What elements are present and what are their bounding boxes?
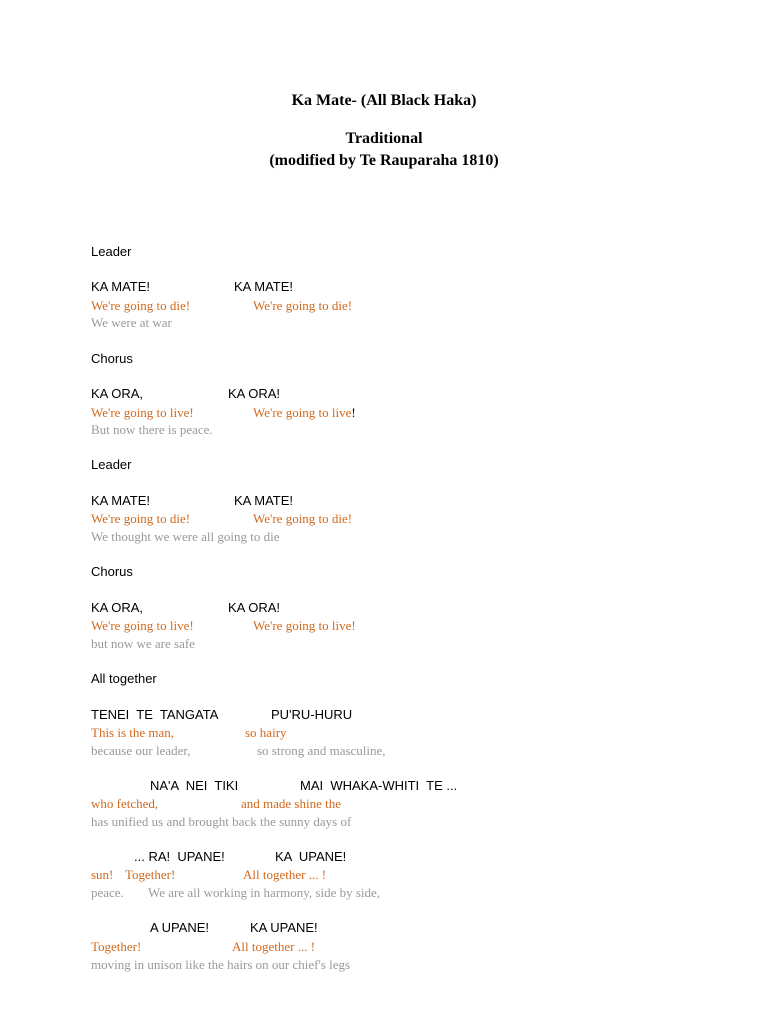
english-line: Together! All together ... ! <box>91 939 316 954</box>
title-main: Ka Mate <box>291 92 352 109</box>
english-line: sun! Together! All together ... ! <box>91 867 327 882</box>
meaning-line: moving in unison like the hairs on our chief's legs <box>91 957 351 972</box>
meaning-line: because our leader, so strong and masculine, <box>91 743 386 758</box>
meaning-line: But now there is peace. <box>91 422 213 437</box>
title-line <box>0 92 768 110</box>
english-line: We're going to die! We're going to die! <box>91 511 353 526</box>
section-label: Leader <box>91 244 132 259</box>
section-label: Chorus <box>91 351 133 366</box>
english-line: who fetched, and made shine the <box>91 796 341 811</box>
english-line: This is the man, so hairy <box>91 725 287 740</box>
section-label: Chorus <box>91 564 133 579</box>
english-line: We're going to die! We're going to die! <box>91 298 353 313</box>
meaning-line: We thought we were all going to die <box>91 529 280 544</box>
section-label: All together <box>91 671 157 686</box>
maori-line: TENEI TE TANGATA PU'RU-HURU <box>91 707 353 722</box>
title-dash: - <box>351 92 357 109</box>
meaning-line: We were at war <box>91 315 172 330</box>
english-line: We're going to live! We're going to live! <box>91 405 356 420</box>
title-sub: (All Black Haka) <box>360 92 477 109</box>
document-page: Ka Mate- (All Black Haka) Traditional (modified by Te Rauparaha 1810) Leader KA MATE! KA MATE! We're going to die! We're going to die! We were at war Chorus KA ORA, KA ORA! We're going to live! We're going to live! But now there is peace. Leader KA MATE! KA MATE! We're going to die! We're going to die! We thought we were all going to die Chorus KA ORA, KA ORA! We're going to live! We're going to live! but now we are safe All together TENEI TE TANGATA PU'RU-HURU This is the man, so hairy because our leader, so strong and masculine, NA'A NEI TIKI MAI WHAKA-WHITI TE ... who fetched, and made shine the has unified us and brought back the sunny days of ... RA! UPANE! KA UPANE! sun! Together! All together ... ! peace. We are all working in harmony, side by side, A UPANE! KA UPANE! Together! All together ... ! moving in unison like the hairs on our chief's legs <box>0 0 768 1024</box>
english-line: We're going to live! We're going to live! <box>91 618 356 633</box>
maori-line: KA ORA, KA ORA! <box>91 600 281 615</box>
meaning-line: has unified us and brought back the sunny days of <box>91 814 352 829</box>
maori-line: KA MATE! KA MATE! <box>91 279 293 294</box>
meaning-line: but now we are safe <box>91 636 195 651</box>
modified-heading: (modified by Te Rauparaha 1810) <box>269 152 499 169</box>
section-label: Leader <box>91 457 132 472</box>
traditional-heading: Traditional <box>345 130 423 147</box>
maori-line: KA ORA, KA ORA! <box>91 386 281 401</box>
meaning-line: peace. We are all working in harmony, side by side, <box>91 885 381 900</box>
maori-line: KA MATE! KA MATE! <box>91 493 293 508</box>
